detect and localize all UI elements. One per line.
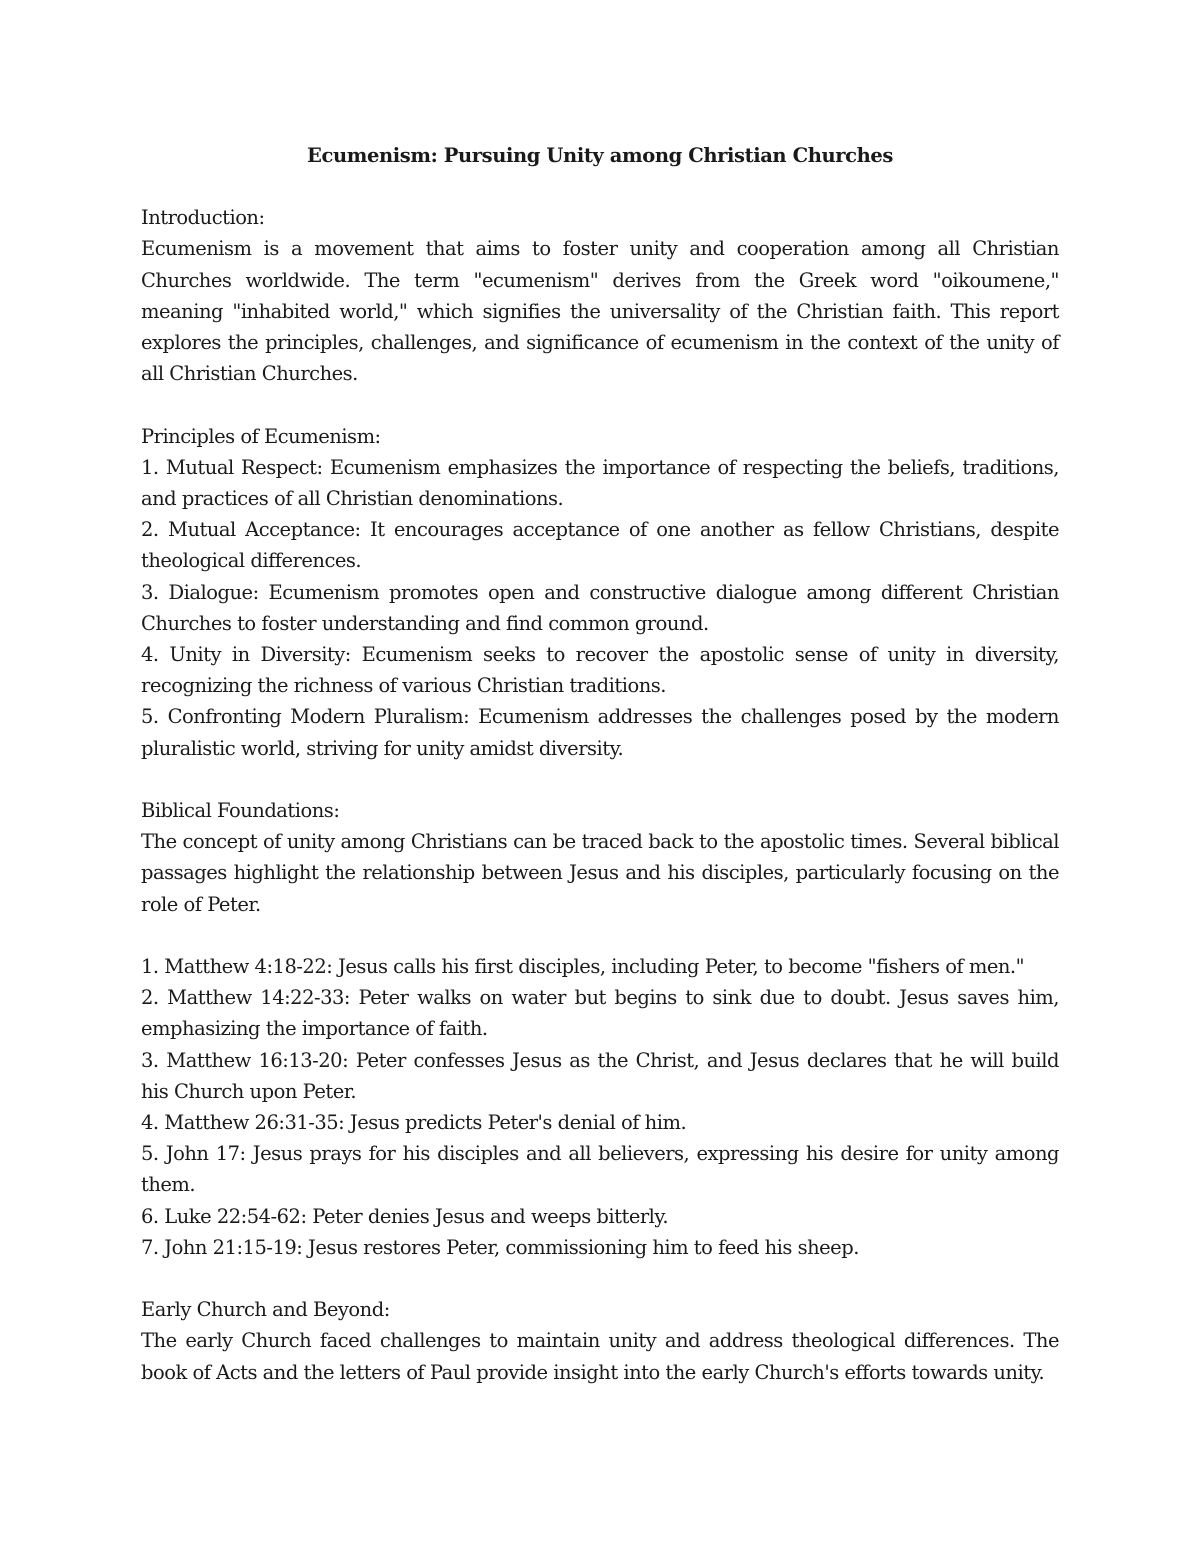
biblical-paragraph: The concept of unity among Christians can be traced back to the apostolic times. Several biblical passages highlight the relationship between Jesus and his disciples, particularly focusing on the role of Peter.: [141, 830, 1059, 916]
introduction-heading: Introduction:: [141, 206, 265, 230]
biblical-passages-list: [141, 951, 1059, 1263]
principle-item-3: 3. Dialogue: Ecumenism promotes open and constructive dialogue among different Christian Churches to foster understanding and find common ground.: [141, 580, 1059, 635]
principles-heading: Principles of Ecumenism:: [141, 424, 381, 448]
early-church-paragraph: The early Church faced challenges to maintain unity and address theological differences. The book of Acts and the letters of Paul provide insight into the early Church's efforts towards unity.: [141, 1329, 1059, 1384]
passage-item-4: 4. Matthew 26:31-35: Jesus predicts Peter's denial of him.: [141, 1111, 687, 1135]
introduction-paragraph: Ecumenism is a movement that aims to foster unity and cooperation among all Christian Churches worldwide. The term "ecumenism" derives from the Greek word "oikoumene," meaning "inhabited world," which signifies the universality of the Christian faith. This report explores the principles, challenges, and significance of ecumenism in the context of the unity of all Christian Churches.: [141, 237, 1059, 386]
principle-item-5: 5. Confronting Modern Pluralism: Ecumenism addresses the challenges posed by the modern pluralistic world, striving for unity amidst diversity.: [141, 705, 1059, 760]
section-spacer: [141, 920, 1059, 951]
section-spacer: [141, 764, 1059, 795]
document-page: [141, 140, 1059, 1388]
passage-item-7: 7. John 21:15-19: Jesus restores Peter, commissioning him to feed his sheep.: [141, 1235, 859, 1259]
passage-item-2: 2. Matthew 14:22-33: Peter walks on water but begins to sink due to doubt. Jesus saves him, emphasizing the importance of faith.: [141, 986, 1059, 1041]
principles-list: [141, 452, 1059, 764]
principle-item-1: 1. Mutual Respect: Ecumenism emphasizes the importance of respecting the beliefs, traditions, and practices of all Christian denominations.: [141, 455, 1059, 511]
passage-item-1: 1. Matthew 4:18-22: Jesus calls his first disciples, including Peter, to become "fishers of men.": [141, 955, 1025, 979]
principle-item-2: 2. Mutual Acceptance: It encourages acceptance of one another as fellow Christians, despite theological differences.: [141, 518, 1059, 573]
section-spacer: [141, 389, 1059, 420]
biblical-heading: Biblical Foundations:: [141, 799, 340, 823]
section-spacer: [141, 1263, 1059, 1294]
passage-item-6: 6. Luke 22:54-62: Peter denies Jesus and weeps bitterly.: [141, 1204, 669, 1228]
passage-item-3: 3. Matthew 16:13-20: Peter confesses Jesus as the Christ, and Jesus declares that he will build his Church upon Peter.: [141, 1048, 1059, 1103]
principle-item-4: 4. Unity in Diversity: Ecumenism seeks to recover the apostolic sense of unity in diversity, recognizing the richness of various Christian traditions.: [141, 643, 1059, 698]
early-church-heading: Early Church and Beyond:: [141, 1298, 390, 1322]
passage-item-5: 5. John 17: Jesus prays for his disciples and all believers, expressing his desire for unity among them.: [141, 1142, 1059, 1197]
document-title: Ecumenism: Pursuing Unity among Christian Churches: [307, 144, 893, 167]
